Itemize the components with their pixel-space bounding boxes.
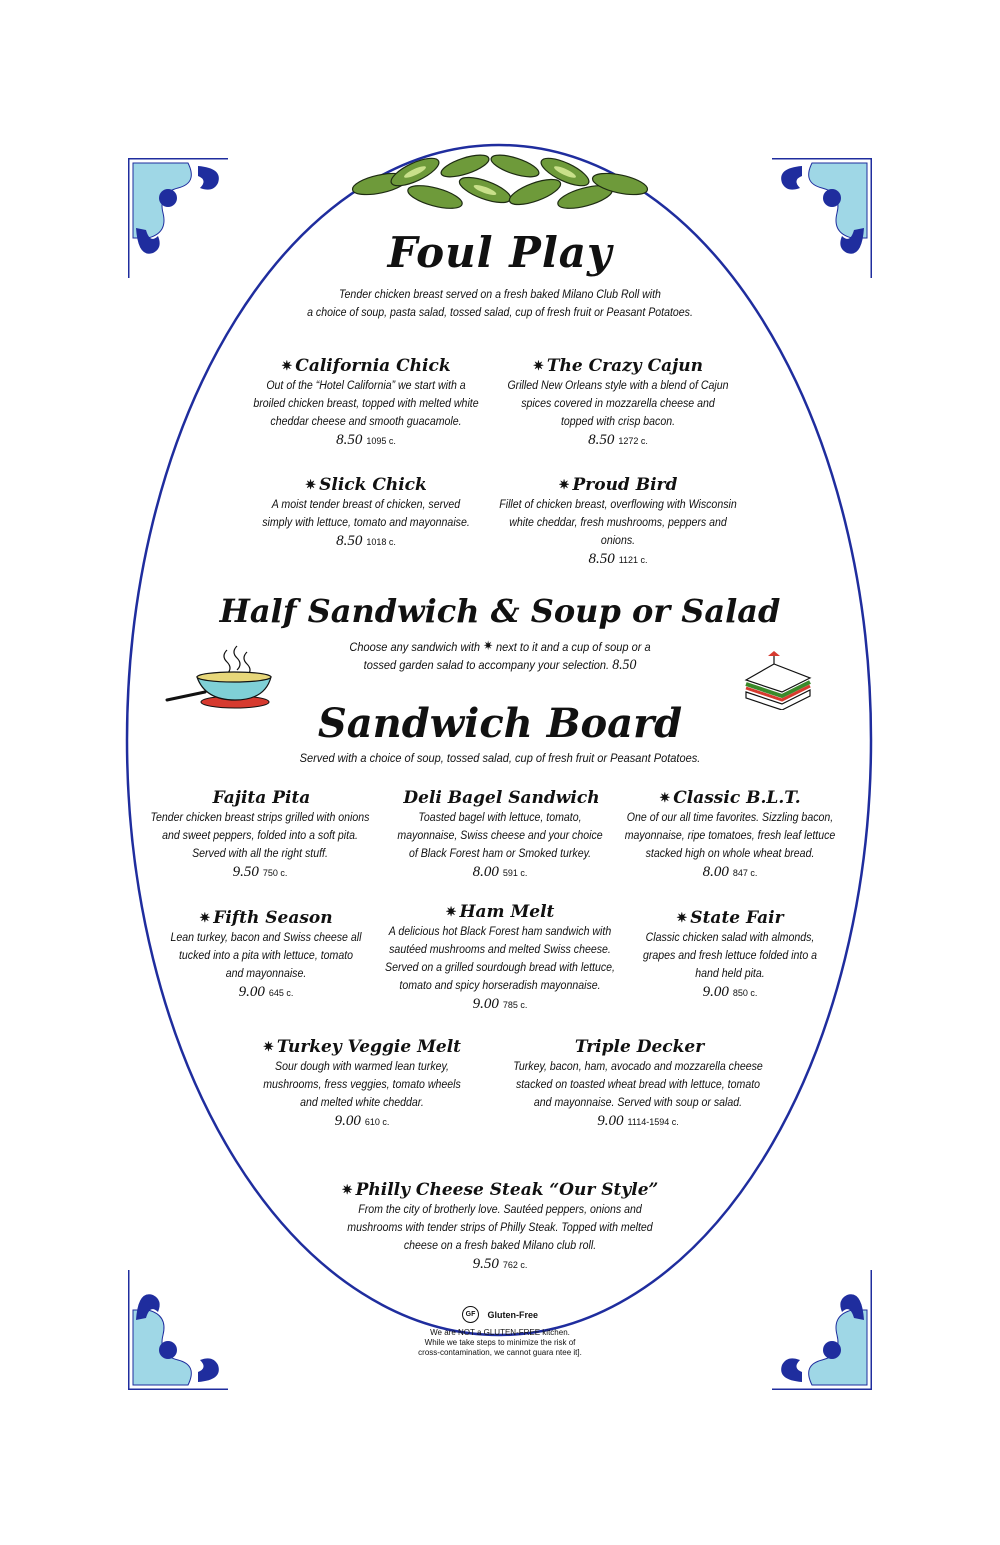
- menu-item: ✷ Classic B.L.T. One of our all time favorites. Sizzling bacon, mayonnaise, ripe tomatoes, fresh leaf lettuce stacked high on whole wheat bread. 8.00 847 c.: [624, 788, 836, 880]
- item-price: 9.00: [238, 984, 265, 1000]
- item-calories: 1272 c.: [618, 436, 648, 446]
- item-name: Proud Bird: [572, 475, 678, 495]
- star-icon: ✷: [532, 359, 544, 374]
- item-name: Triple Decker: [574, 1037, 705, 1057]
- item-price: 9.50: [472, 1256, 499, 1272]
- star-icon: ✷: [199, 911, 211, 926]
- item-name: Fifth Season: [213, 908, 333, 928]
- item-name: Philly Cheese Steak “Our Style”: [355, 1180, 659, 1200]
- item-calories: 847 c.: [732, 868, 758, 878]
- foul-play-description: Tender chicken breast served on a fresh baked Milano Club Roll with a choice of soup, pasta salad, tossed salad, cup of fresh fruit or Peasant Potatoes.: [307, 289, 693, 319]
- star-icon: ✷: [262, 1040, 274, 1055]
- leaf-garland-icon: [335, 142, 665, 222]
- star-icon: ✷: [341, 1183, 353, 1198]
- gluten-free-label: Gluten-Free: [487, 1309, 538, 1320]
- item-name: Fajita Pita: [212, 788, 311, 808]
- item-name: The Crazy Cajun: [546, 356, 704, 376]
- menu-item: ✷ Philly Cheese Steak “Our Style” From the city of brotherly love. Sautéed peppers, onions and mushrooms with tender strips of Philly Steak. Topped with melted cheese on a fresh baked Milano club roll. 9.50 762 c.: [341, 1180, 659, 1272]
- star-icon: ✷: [483, 638, 494, 653]
- item-price: 8.50: [588, 432, 615, 448]
- star-icon: ✷: [659, 791, 671, 806]
- item-price: 8.00: [702, 864, 729, 880]
- sandwich-board-subtitle: Served with a choice of soup, tossed salad, cup of fresh fruit or Peasant Potatoes.: [299, 751, 701, 765]
- item-price: 8.50: [336, 533, 363, 549]
- star-icon: ✷: [305, 478, 317, 493]
- item-calories: 1114-1594 c.: [627, 1117, 679, 1127]
- item-name: California Chick: [295, 356, 451, 376]
- menu-item: ✷ The Crazy Cajun Grilled New Orleans style with a blend of Cajun spices covered in mozzarella cheese and topped with crisp bacon. 8.50 1272 c.: [507, 356, 729, 448]
- corner-ornament-icon: [128, 1270, 228, 1390]
- section-title-sandwich-board: Sandwich Board: [317, 700, 683, 747]
- item-price: 8.00: [472, 864, 499, 880]
- corner-ornament-icon: [772, 1270, 872, 1390]
- section-title-half-sandwich: Half Sandwich & Soup or Salad: [219, 592, 781, 630]
- item-calories: 762 c.: [502, 1260, 528, 1270]
- section-title-foul-play: Foul Play: [387, 228, 613, 277]
- menu-item: Deli Bagel Sandwich Toasted bagel with lettuce, tomato, mayonnaise, Swiss cheese and your choice of Black Forest ham or Smoked turkey. 8.00 591 c.: [397, 788, 603, 880]
- star-icon: ✷: [558, 478, 570, 493]
- menu-item: ✷ Slick Chick A moist tender breast of chicken, served simply with lettuce, tomato and mayonnaise. 8.50 1018 c.: [262, 475, 470, 549]
- item-calories: 785 c.: [502, 1000, 528, 1010]
- item-price: 9.00: [472, 996, 499, 1012]
- item-calories: 591 c.: [502, 868, 528, 878]
- item-name: Ham Melt: [459, 902, 555, 922]
- item-calories: 1121 c.: [618, 555, 648, 565]
- menu-item: ✷ State Fair Classic chicken salad with almonds, grapes and fresh lettuce folded into a hand held pita. 9.00 850 c.: [642, 908, 818, 1000]
- item-calories: 1018 c.: [366, 537, 396, 547]
- item-calories: 645 c.: [268, 988, 294, 998]
- item-price: 8.50: [588, 551, 615, 567]
- menu-item: ✷ California Chick Out of the “Hotel California” we start with a broiled chicken breast, topped with melted white cheddar cheese and smooth guacamole. 8.50 1095 c.: [253, 356, 479, 448]
- menu-item: ✷ Proud Bird Fillet of chicken breast, overflowing with Wisconsin white cheddar, fresh mushrooms, peppers and onions. 8.50 1121 c.: [499, 475, 737, 567]
- item-price: 9.50: [232, 864, 259, 880]
- item-price: 9.00: [334, 1113, 361, 1129]
- item-price: 9.00: [597, 1113, 624, 1129]
- item-calories: 850 c.: [732, 988, 758, 998]
- menu-item: ✷ Ham Melt A delicious hot Black Forest ham sandwich with sautéed mushrooms and melted Swiss cheese. Served on a grilled sourdough bread with lettuce, tomato and spicy horseradish mayonnaise. 9.00 785 c.: [385, 902, 615, 1012]
- item-name: Classic B.L.T.: [673, 788, 801, 808]
- gluten-free-disclaimer: We are NOT a GLUTEN-FREE kitchen. While we take steps to minimize the risk of cross-contamination, we cannot guara ntee it].: [418, 1328, 582, 1357]
- item-calories: 1095 c.: [366, 436, 396, 446]
- menu-item: Triple Decker Turkey, bacon, ham, avocado and mozzarella cheese stacked on toasted wheat bread with lettuce, tomato and mayonnaise. Served with soup or salad. 9.00 1114-1594 c.: [513, 1037, 763, 1129]
- item-name: Slick Chick: [319, 475, 427, 495]
- menu-item: Fajita Pita Tender chicken breast strips grilled with onions and sweet peppers, folded into a soft pita. Served with all the right stuff. 9.50 750 c.: [150, 788, 370, 880]
- half-price: 8.50: [612, 657, 637, 673]
- item-price: 8.50: [336, 432, 363, 448]
- item-calories: 750 c.: [262, 868, 288, 878]
- item-name: Deli Bagel Sandwich: [403, 788, 600, 808]
- menu-item: ✷ Turkey Veggie Melt Sour dough with warmed lean turkey, mushrooms, fress veggies, tomato wheels and melted white cheddar. 9.00 610 c.: [262, 1037, 462, 1129]
- item-price: 9.00: [702, 984, 729, 1000]
- item-name: State Fair: [690, 908, 784, 928]
- star-icon: ✷: [281, 359, 293, 374]
- half-sandwich-description: Choose any sandwich with ✷ next to it and a cup of soup or a tossed garden salad to accompany your selection. 8.50: [349, 638, 651, 673]
- star-icon: ✷: [676, 911, 688, 926]
- star-icon: ✷: [445, 905, 457, 920]
- menu-item: ✷ Fifth Season Lean turkey, bacon and Swiss cheese all tucked into a pita with lettuce, tomato and mayonnaise. 9.00 645 c.: [170, 908, 362, 1000]
- gluten-free-legend: [400, 1306, 600, 1324]
- item-name: Turkey Veggie Melt: [276, 1037, 462, 1057]
- gluten-free-badge-icon: GF: [462, 1306, 479, 1323]
- item-calories: 610 c.: [364, 1117, 390, 1127]
